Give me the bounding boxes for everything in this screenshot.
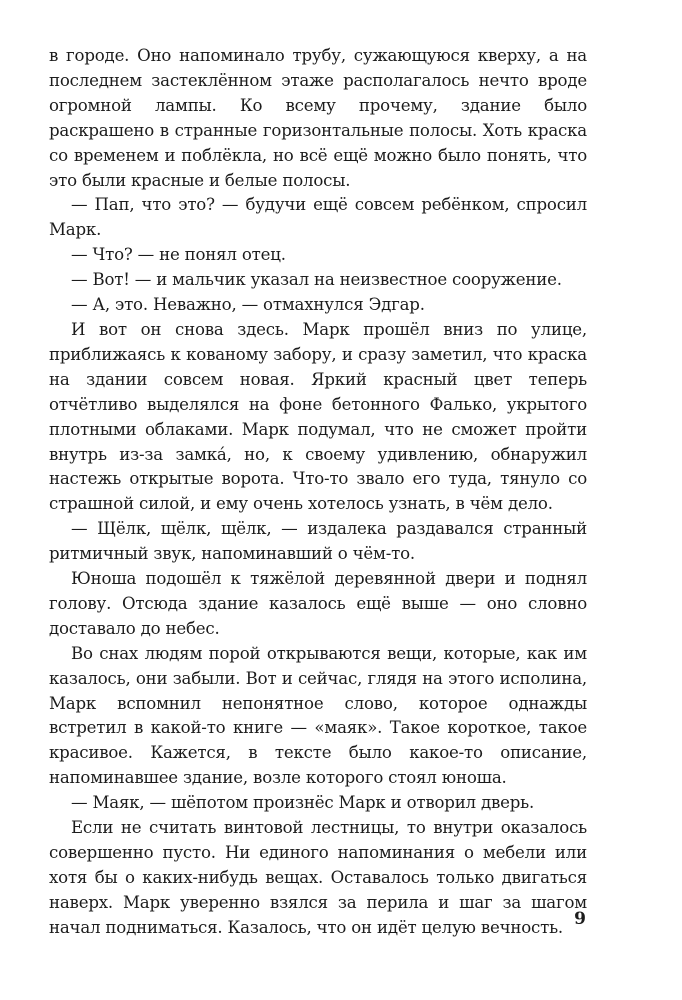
paragraph: — Что? — не понял отец. xyxy=(71,245,286,265)
paragraph: в городе. Оно напоминало трубу, сужающуюся кверху, а на последнем застеклённом этаже располагалось нечто вроде огромной лампы. Ко всему прочему, здание было раскрашено в странные горизонтальные полосы. Хоть краска со временем и поблёкла, но всё ещё можно было понять, что это были красные и белые полосы. xyxy=(49,46,587,190)
paragraph: И вот он снова здесь. Марк прошёл вниз по улице, приближаясь к кованому забору, и сразу заметил, что краска на здании совсем новая. Яркий красный цвет теперь отчётливо выделялся на фоне бетонного Фалько, укрытого плотными облаками. Марк подумал, что не сможет пройти внутрь из-за замка́, но, к своему удивлению, обнаружил настежь открытые ворота. Что-то звало его туда, тянуло со страшной силой, и ему очень хотелось узнать, в чём дело. xyxy=(49,319,587,514)
paragraph: — Маяк, — шёпотом произнёс Марк и отворил дверь. xyxy=(71,793,535,813)
paragraph: Если не считать винтовой лестницы, то внутри оказалось совершенно пусто. Ни единого напоминания о мебели или хотя бы о каких-нибудь вещах. Оставалось только двигаться наверх. Марк уверенно взялся за перила и шаг за шагом начал подниматься. Казалось, что он идёт целую вечность. xyxy=(49,818,587,937)
paragraph: — Щёлк, щёлк, щёлк, — издалека раздавался странный ритмичный звук, напоминавший о чём-то. xyxy=(49,519,587,564)
book-page-text xyxy=(49,44,587,941)
paragraph: Во снах людям порой открываются вещи, которые, как им казалось, они забыли. Вот и сейчас, глядя на этого исполина, Марк вспомнил непонятное слово, которое однажды встретил в какой-то книге — «маяк». Такое короткое, такое красивое. Кажется, в тексте было какое-то описание, напоминавшее здание, возле которого стоял юноша. xyxy=(49,643,587,788)
paragraph: — Вот! — и мальчик указал на неизвестное сооружение. xyxy=(71,270,562,290)
paragraph: Юноша подошёл к тяжёлой деревянной двери и поднял голову. Отсюда здание казалось ещё выше — оно словно доставало до небес. xyxy=(49,569,587,638)
paragraph: — Пап, что это? — будучи ещё совсем ребёнком, спросил Марк. xyxy=(49,195,587,240)
page-number: 9 xyxy=(574,909,586,929)
paragraph: — А, это. Неважно, — отмахнулся Эдгар. xyxy=(71,295,425,315)
